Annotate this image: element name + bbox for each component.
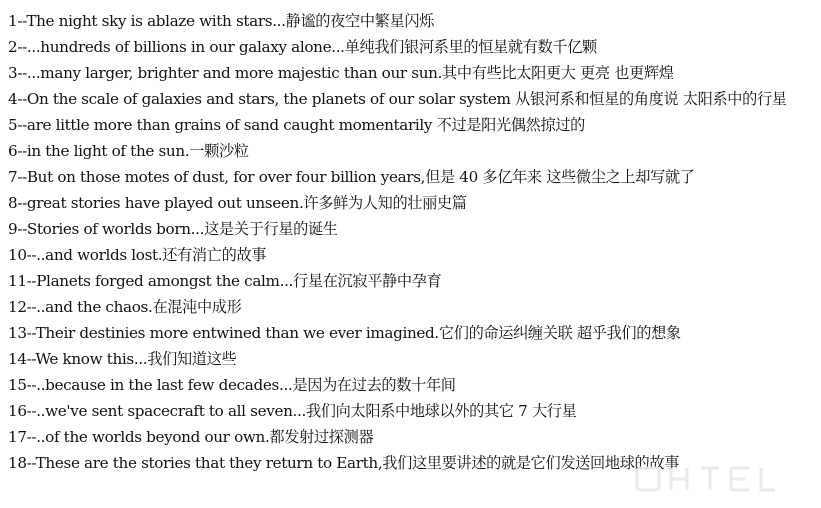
text-line-4: 4--On the scale of galaxies and stars, the planets of our solar system 从银河系和恒星的角度说 太阳系中的行星 xyxy=(8,90,787,108)
text-line-13: 13--Their destinies more entwined than we ever imagined.它们的命运纠缠关联 超乎我们的想象 xyxy=(8,324,681,342)
text-line-8: 8--great stories have played out unseen.许多鲜为人知的壮丽史篇 xyxy=(8,194,467,212)
text-line-16: 16--..we've sent spacecraft to all seven...我们向太阳系中地球以外的其它 7 大行星 xyxy=(8,402,577,420)
text-line-15: 15--..because in the last few decades...是因为在过去的数十年间 xyxy=(8,376,456,394)
text-line-12: 12--..and the chaos.在混沌中成形 xyxy=(8,298,242,316)
text-line-18: 18--These are the stories that they return to Earth,我们这里要讲述的就是它们发送回地球的故事 xyxy=(8,454,680,472)
text-line-3: 3--...many larger, brighter and more majestic than our sun.其中有些比太阳更大 更亮 也更辉煌 xyxy=(8,64,674,82)
text-line-5: 5--are little more than grains of sand caught momentarily 不过是阳光偶然掠过的 xyxy=(8,116,585,134)
text-line-14: 14--We know this...我们知道这些 xyxy=(8,350,237,368)
text-line-9: 9--Stories of worlds born...这是关于行星的诞生 xyxy=(8,220,338,238)
text-line-7: 7--But on those motes of dust, for over four billion years,但是 40 多亿年来 这些微尘之上却写就了 xyxy=(8,168,695,186)
text-line-6: 6--in the light of the sun.一颗沙粒 xyxy=(8,142,249,160)
text-line-17: 17--..of the worlds beyond our own.都发射过探测器 xyxy=(8,428,374,446)
text-line-10: 10--..and worlds lost.还有消亡的故事 xyxy=(8,246,267,264)
text-line-11: 11--Planets forged amongst the calm...行星在沉寂平静中孕育 xyxy=(8,272,442,290)
text-line-2: 2--...hundreds of billions in our galaxy alone...单纯我们银河系里的恒星就有数千亿颗 xyxy=(8,38,597,56)
text-line-1: 1--The night sky is ablaze with stars...静谧的夜空中繁星闪烁 xyxy=(8,12,435,30)
subtitle-document xyxy=(8,8,816,476)
